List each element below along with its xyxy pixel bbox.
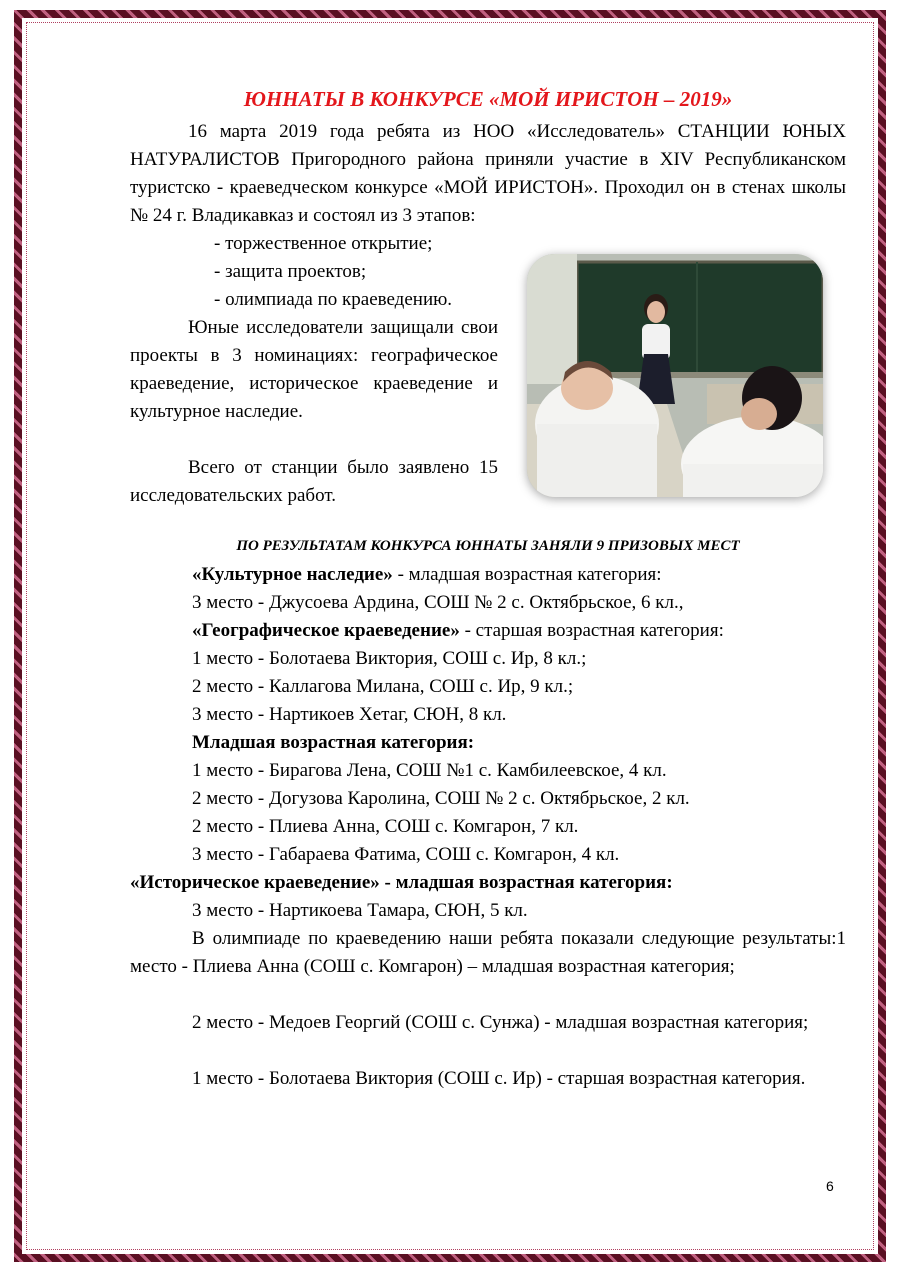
list-item: 3 место - Нартикоева Тамара, СЮН, 5 кл.: [192, 900, 528, 921]
list-item: 1 место - Бирагова Лена, СОШ №1 с. Камбилеевское, 4 кл.: [192, 760, 667, 781]
category-name: Младшая возрастная категория:: [192, 732, 475, 753]
olympiad-paragraph-2: 2 место - Медоев Георгий (СОШ с. Сунжа) - младшая возрастная категория;: [192, 1012, 809, 1033]
list-item: 1 место - Болотаева Виктория, СОШ с. Ир, 8 кл.;: [192, 648, 587, 669]
category-age: - старшая возрастная категория:: [459, 620, 724, 641]
category-junior: [192, 729, 474, 757]
olympiad-paragraph-3: 1 место - Болотаева Виктория (СОШ с. Ир) - старшая возрастная категория.: [192, 1068, 806, 1089]
list-item: 2 место - Догузова Каролина, СОШ № 2 с. Октябрьское, 2 кл.: [192, 788, 690, 809]
classroom-photo: [527, 254, 823, 497]
list-item: - защита проектов;: [214, 261, 367, 282]
page-number: 6: [826, 1178, 834, 1194]
classroom-photo-image: [527, 254, 823, 497]
list-item: 2 место - Плиева Анна, СОШ с. Комгарон, 7 кл.: [192, 816, 579, 837]
category-name: «Культурное наследие»: [192, 564, 393, 585]
nominations-paragraph: Юные исследователи защищали свои проекты в 3 номинациях: географическое краеведение, историческое краеведение и культурное наследие.: [130, 317, 498, 422]
list-item: - торжественное открытие;: [214, 233, 433, 254]
list-item: 3 место - Джусоева Ардина, СОШ № 2 с. Октябрьское, 6 кл.,: [192, 592, 684, 613]
stages-list: [214, 230, 452, 314]
results-heading: ПО РЕЗУЛЬТАТАМ КОНКУРСА ЮННАТЫ ЗАНЯЛИ 9 ПРИЗОВЫХ МЕСТ: [236, 538, 740, 554]
intro-paragraph: 16 марта 2019 года ребята из НОО «Исследователь» СТАНЦИИ ЮНЫХ НАТУРАЛИСТОВ Пригородного района приняли участие в XIV Республиканском туристско - краеведческом конкурсе «МОЙ ИРИСТОН». Проходил он в стенах школы № 24 г. Владикавказ и состоял из 3 этапов:: [130, 121, 846, 226]
category-age: - младшая возрастная категория:: [392, 564, 662, 585]
category-history: «Историческое краеведение» - младшая возрастная категория:: [130, 872, 673, 893]
category-name: «Географическое краеведение»: [192, 620, 460, 641]
total-paragraph: Всего от станции было заявлено 15 исследовательских работ.: [130, 457, 498, 506]
olympiad-paragraph: В олимпиаде по краеведению наши ребята показали следующие результаты:1 место - Плиева Анна (СОШ с. Комгарон) – младшая возрастная категория;: [130, 928, 846, 977]
list-item: - олимпиада по краеведению.: [214, 289, 453, 310]
list-item: 2 место - Каллагова Милана, СОШ с. Ир, 9 кл.;: [192, 676, 574, 697]
category-geography: [192, 617, 724, 645]
list-item: 3 место - Габараева Фатима, СОШ с. Комгарон, 4 кл.: [192, 844, 620, 865]
category-culture: [192, 561, 662, 589]
list-item: 3 место - Нартикоев Хетаг, СЮН, 8 кл.: [192, 704, 507, 725]
page-title: ЮННАТЫ В КОНКУРСЕ «МОЙ ИРИСТОН – 2019»: [243, 87, 733, 111]
